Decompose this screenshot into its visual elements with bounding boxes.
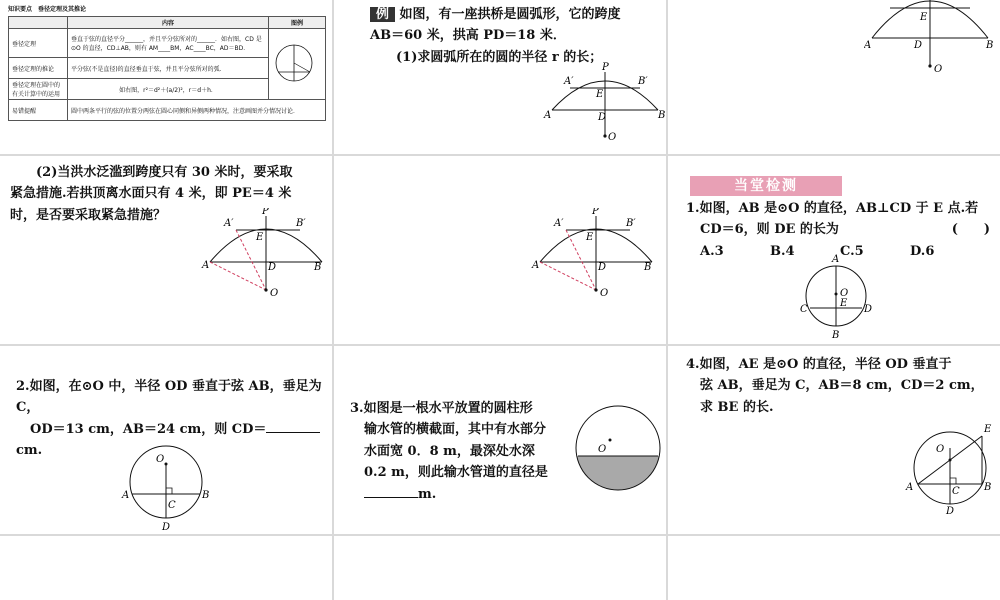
label-D: D (598, 112, 607, 123)
label-Aprime: A′ (564, 76, 574, 87)
label-A: A (906, 482, 914, 493)
label-O: O (598, 444, 607, 455)
label-D: D (268, 262, 277, 273)
q3-line-3: 水面宽 0．8 m，最深处水深 (364, 443, 535, 459)
slide-quiz-q1[interactable] (668, 156, 1000, 344)
q2-circle-figure (118, 436, 214, 534)
q3-line-2: 输水管的横截面，其中有水部分 (364, 422, 547, 438)
slide-blank-3[interactable] (668, 536, 1000, 600)
q1-option-a[interactable]: A.3 (700, 243, 724, 259)
label-D: D (946, 506, 955, 514)
quiz-banner: 当堂检测 (690, 176, 842, 196)
label-Bprime: B′ (626, 218, 636, 229)
label-O: O (840, 288, 849, 299)
q1-answer-paren: ( ) (951, 222, 990, 238)
label-C: C (800, 304, 808, 315)
slide-blank-2[interactable] (334, 536, 666, 600)
row-name: 垂径定理在圆中的有关计算中的运用 (9, 79, 68, 100)
q3-text (350, 398, 574, 505)
label-O: O (270, 288, 279, 299)
q4-circle-figure (904, 418, 1000, 514)
slide-knowledge-table[interactable] (0, 0, 332, 154)
q3-line-4: 0.2 m，则此输水管道的直径是 (364, 465, 548, 481)
label-Aprime: A′ (224, 218, 234, 229)
label-P: P (602, 62, 609, 73)
arch-bridge-figure (540, 60, 666, 144)
label-B: B (658, 110, 666, 121)
q3-blank-row (350, 487, 436, 502)
q3-line-1: 3.如图是一根水平放置的圆柱形 (350, 401, 533, 416)
flood-arch-figure-2 (530, 208, 662, 300)
label-B: B (984, 482, 992, 493)
q1-option-d[interactable]: D.6 (910, 243, 935, 259)
label-B: B (644, 262, 652, 273)
label-A: A (532, 260, 540, 271)
q4-line-3: 求 BE 的长. (700, 399, 774, 415)
label-E: E (256, 232, 264, 243)
label-P: P (592, 208, 599, 217)
example-badge: 例 (370, 7, 395, 22)
q1-line-2: CD＝6，则 DE 的长为 (700, 222, 839, 238)
label-O: O (600, 288, 609, 299)
slide-blank-1[interactable] (0, 536, 332, 600)
knowledge-table (8, 16, 326, 121)
row-content: 如右图，r²＝d²＋(a/2)²，r＝d＋h． (68, 79, 269, 100)
q4-line-1: 4.如图，AE 是⊙O 的直径，半径 OD 垂直于 (686, 357, 952, 372)
row-name: 垂径定理 (9, 29, 68, 58)
label-O: O (936, 444, 945, 455)
part2-line-2: 紧急措施.若拱顶离水面只有 4 米，即 PE＝4 米 (10, 186, 292, 202)
slide-quiz-q2[interactable] (0, 346, 332, 534)
table-corner (9, 17, 68, 29)
figure-cell (269, 29, 326, 100)
label-B: B (202, 490, 210, 501)
row-content: 圆中两条平行的弦的位置分两弦在圆心同侧和异侧两种情况，注意画图并分情况讨论． (68, 100, 326, 121)
label-A: A (202, 260, 210, 271)
q2-line-2: OD＝13 cm，AB＝24 cm，则 CD＝ (30, 421, 267, 437)
label-O: O (156, 454, 165, 465)
label-E: E (840, 298, 848, 309)
row-content: 平分弦(不是直径)的直径垂直于弦，并且平分弦所对的弧． (68, 58, 269, 79)
label-O: O (934, 64, 943, 75)
q1-line-1: 1.如图，AB 是⊙O 的直径，AB⊥CD 于 E 点.若 (686, 201, 979, 216)
label-Bprime: B′ (638, 76, 648, 87)
label-D: D (864, 304, 873, 315)
col-figure-header: 图例 (269, 17, 326, 29)
q1-circle-figure (796, 250, 880, 344)
q3-answer-blank[interactable] (364, 497, 418, 498)
q2-unit: cm. (16, 443, 43, 459)
row-content: 垂直于弦的直径平分______，并且平分弦所对的______．如右图，CD 是⊙O 的直径，CD⊥AB，则有 AM____BM，AC____BC，AD＝BD． (68, 29, 269, 58)
theorem-figure (272, 34, 316, 92)
part2-line-1: (2)当洪水泛滥到跨度只有 30 米时，要采取 (36, 165, 293, 180)
q4-line-2: 弦 AB，垂足为 C，AB＝8 cm，CD＝2 cm， (700, 378, 984, 394)
slide-example[interactable] (334, 0, 666, 154)
label-E: E (596, 89, 604, 100)
label-B: B (314, 262, 322, 273)
label-A: A (864, 40, 872, 51)
label-E: E (920, 12, 928, 23)
example-line-2: AB＝60 米，拱高 PD＝18 米． (370, 28, 566, 44)
col-content-header: 内容 (68, 17, 269, 29)
slide-quiz-q3[interactable] (334, 346, 666, 534)
label-P: P (262, 208, 269, 217)
label-A: A (122, 490, 130, 501)
slide-flood-figure[interactable] (334, 156, 666, 344)
label-E: E (984, 424, 992, 435)
label-D: D (914, 40, 923, 51)
label-A: A (832, 254, 840, 265)
label-Bprime: B′ (296, 218, 306, 229)
arch-figure-cropped (864, 0, 1000, 80)
example-line-1: 如图，有一座拱桥是圆弧形，它的跨度 (399, 7, 621, 22)
label-C: C (952, 486, 960, 497)
knowledge-header: 知识要点 垂径定理及其推论 (8, 6, 87, 13)
row-name: 垂径定理的推论 (9, 58, 68, 79)
slide-part-2[interactable] (0, 156, 332, 344)
label-B: B (986, 40, 994, 51)
q2-line-1: 2.如图，在⊙O 中，半径 OD 垂直于弦 AB，垂足为 C， (16, 379, 322, 416)
example-text (370, 4, 660, 68)
label-B: B (832, 330, 840, 341)
q4-text (686, 354, 996, 418)
row-name: 易错提醒 (9, 100, 68, 121)
label-D: D (598, 262, 607, 273)
example-line-3: (1)求圆弧所在的圆的半径 r 的长； (396, 49, 603, 65)
q3-unit: m. (418, 486, 437, 502)
label-A: A (544, 110, 552, 121)
label-D: D (162, 522, 171, 533)
q1-option-c[interactable]: C.5 (840, 243, 864, 259)
q2-answer-blank[interactable] (266, 432, 320, 433)
pipe-cross-section-figure (570, 400, 666, 496)
flood-arch-figure (200, 208, 332, 300)
slide-quiz-q4[interactable] (668, 346, 1000, 534)
label-Aprime: A′ (554, 218, 564, 229)
part2-line-3: 时，是否要采取紧急措施？ (10, 207, 167, 223)
label-C: C (168, 500, 176, 511)
label-E: E (586, 232, 594, 243)
slide-arch-partial[interactable] (668, 0, 1000, 154)
q1-option-b[interactable]: B.4 (770, 243, 795, 259)
label-O: O (608, 132, 617, 143)
